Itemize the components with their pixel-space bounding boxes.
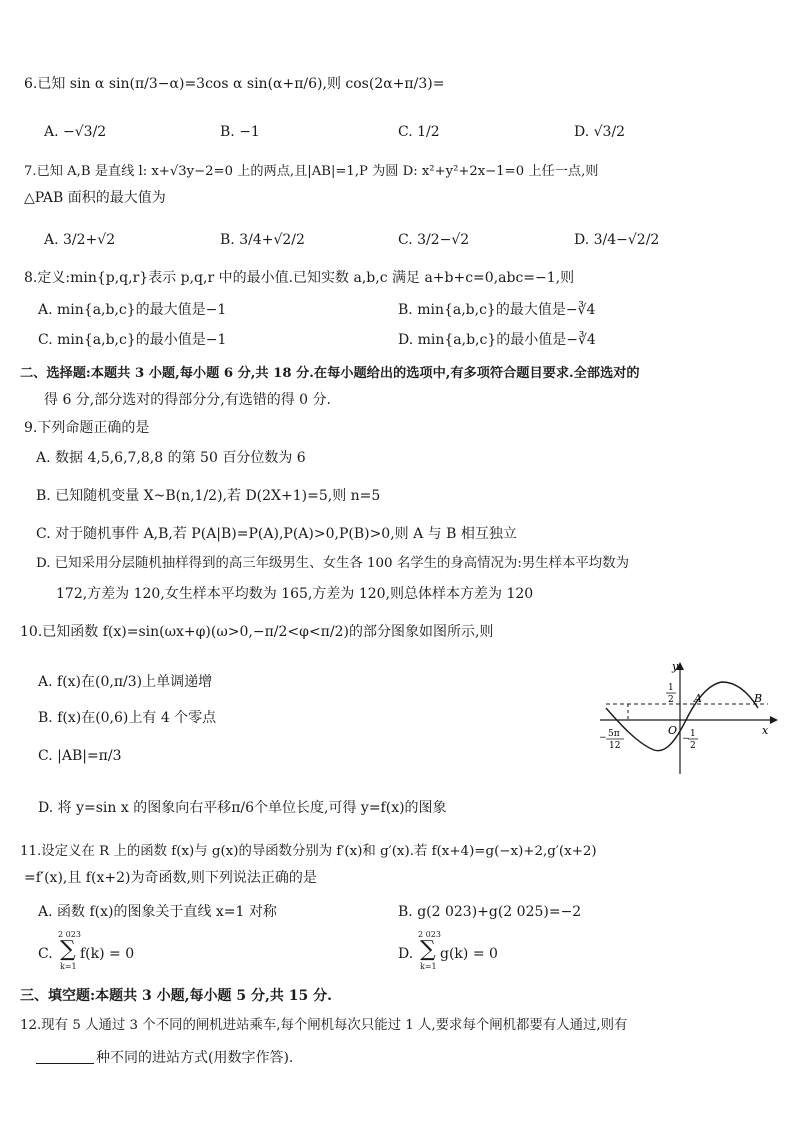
section-2-heading: 二、选择题:本题共 3 小题,每小题 6 分,共 18 分.在每小题给出的选项中,有多项符合题目要求.全部选对的 (20, 366, 640, 381)
q7-stem-cont: △PAB 面积的最大值为 (24, 190, 166, 206)
q7-option-b: B. 3/4+√2/2 (220, 232, 305, 248)
q8-option-b: B. min{a,b,c}的最大值是−∛4 (398, 302, 596, 318)
half-denominator: 2 (668, 695, 674, 705)
q11-option-d-upper-limit: 2 023 (418, 930, 441, 939)
q11-option-c-sigma: ∑ (60, 937, 76, 962)
q10-stem: 10.已知函数 f(x)=sin(ωx+φ)(ω>0,−π/2<φ<π/2)的部分图象如图所示,则 (20, 624, 494, 640)
q9-option-a: A. 数据 4,5,6,7,8,8 的第 50 百分位数为 6 (36, 450, 306, 466)
q9-option-b: B. 已知随机变量 X~B(n,1/2),若 D(2X+1)=5,则 n=5 (36, 488, 381, 504)
q10-option-b: B. f(x)在(0,6)上有 4 个零点 (38, 710, 217, 726)
q11-option-d-lower-limit: k=1 (420, 962, 437, 971)
q6-option-c: C. 1/2 (398, 124, 440, 140)
y-axis-label: y (672, 660, 679, 673)
q7-option-d: D. 3/4−√2/2 (574, 232, 660, 248)
q8-option-a: A. min{a,b,c}的最大值是−1 (38, 302, 227, 318)
q12-stem: 12.现有 5 人通过 3 个不同的闸机进站乘车,每个闸机每次只能过 1 人,要求每个闸机都要有人通过,则有 (20, 1018, 628, 1033)
x-tick-numerator: 5π (608, 729, 620, 739)
q6-option-d: D. √3/2 (574, 124, 626, 140)
q9-option-d-cont: 172,方差为 120,女生样本平均数为 165,方差为 120,则总体样本方差为 120 (56, 586, 534, 602)
section-2-scoring: 得 6 分,部分选对的得部分分,有选错的得 0 分. (44, 392, 331, 408)
q11-option-c-label: C. (38, 946, 53, 962)
x-tick-sign: − (599, 733, 607, 743)
q11-stem: 11.设定义在 R 上的函数 f(x)与 g(x)的导函数分别为 f′(x)和 g′(x).若 f(x+4)=g(−x)+2,g′(x+2) (20, 844, 597, 859)
q8-option-c: C. min{a,b,c}的最小值是−1 (38, 332, 227, 348)
q11-option-c-expression: f(k) = 0 (80, 946, 135, 962)
q10-option-a: A. f(x)在(0,π/3)上单调递增 (38, 674, 213, 690)
q7-stem: 7.已知 A,B 是直线 l: x+√3y−2=0 上的两点,且|AB|=1,P 为圆 D: x²+y²+2x−1=0 上任一点,则 (24, 164, 599, 179)
q9-option-c: C. 对于随机事件 A,B,若 P(A|B)=P(A),P(A)>0,P(B)>0,则 A 与 B 相互独立 (36, 526, 517, 542)
q6-option-a: A. −√3/2 (44, 124, 107, 140)
q8-stem: 8.定义:min{p,q,r}表示 p,q,r 中的最小值.已知实数 a,b,c 满足 a+b+c=0,abc=−1,则 (24, 270, 575, 286)
q9-stem: 9.下列命题正确的是 (24, 420, 150, 436)
point-b-label: B (754, 692, 763, 705)
x-axis-arrow (770, 716, 778, 724)
q11-option-d-sigma: ∑ (420, 937, 436, 962)
q7-option-a: A. 3/2+√2 (44, 232, 116, 248)
q10-function-graph (598, 658, 778, 778)
q11-option-d-label: D. (398, 946, 414, 962)
origin-label: O (668, 724, 678, 737)
q6-option-b: B. −1 (220, 124, 260, 140)
q12-stem-tail: 种不同的进站方式(用数字作答). (96, 1050, 294, 1066)
q12-answer-line (36, 1048, 293, 1068)
q11-option-d-expression: g(k) = 0 (440, 946, 498, 962)
neg-half-numerator: 1 (690, 729, 696, 739)
q11-option-a: A. 函数 f(x)的图象关于直线 x=1 对称 (38, 904, 277, 920)
q10-option-c: C. |AB|=π/3 (38, 748, 122, 764)
q11-option-c-lower-limit: k=1 (60, 962, 77, 971)
neg-half-sign: − (682, 734, 690, 744)
q12-answer-blank[interactable] (36, 1049, 94, 1064)
q10-option-d: D. 将 y=sin x 的图象向右平移π/6个单位长度,可得 y=f(x)的图象 (38, 800, 447, 816)
q11-stem-cont: =f′(x),且 f(x+2)为奇函数,则下列说法正确的是 (24, 870, 317, 886)
x-tick-denominator: 12 (609, 741, 621, 751)
section-3-heading: 三、填空题:本题共 3 小题,每小题 5 分,共 15 分. (20, 988, 332, 1004)
q9-option-d: D. 已知采用分层随机抽样得到的高三年级男生、女生各 100 名学生的身高情况为:男生样本平均数为 (36, 556, 629, 571)
q11-option-b: B. g(2 023)+g(2 025)=−2 (398, 904, 582, 920)
q6-stem: 6.已知 sin α sin(π/3−α)=3cos α sin(α+π/6),则 cos(2α+π/3)= (24, 76, 445, 92)
neg-half-denominator: 2 (690, 741, 696, 751)
half-numerator: 1 (668, 683, 674, 693)
x-axis-label: x (762, 724, 769, 737)
q11-option-c-upper-limit: 2 023 (58, 930, 81, 939)
point-a-label: A (694, 692, 702, 705)
q7-option-c: C. 3/2−√2 (398, 232, 470, 248)
q8-option-d: D. min{a,b,c}的最小值是−∛4 (398, 332, 596, 348)
